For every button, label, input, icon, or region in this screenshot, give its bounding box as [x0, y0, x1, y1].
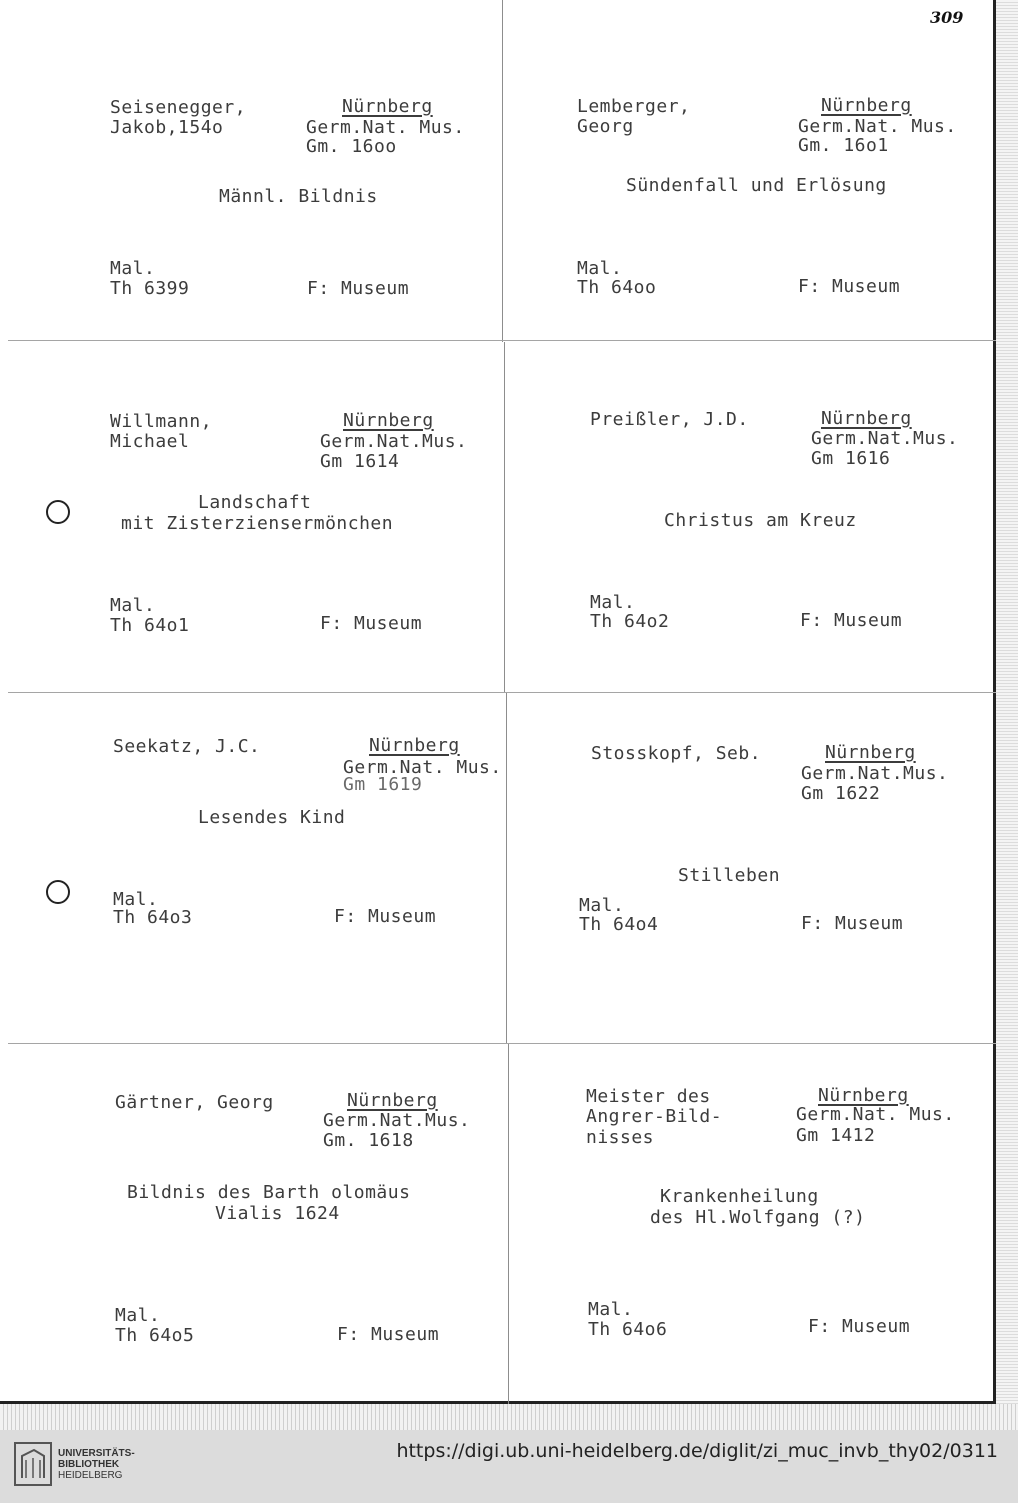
source-url-link[interactable]: https://digi.ub.uni-heidelberg.de/diglit/zi_muc_invb_thy02/0311 [396, 1440, 998, 1462]
card-title: Christus am Kreuz [664, 510, 857, 531]
punch-hole [46, 500, 70, 524]
card-category: Mal. [579, 895, 625, 916]
card-category: Mal. [110, 595, 156, 616]
card-number: Th 64o6 [588, 1319, 668, 1340]
card-inventory: Gm 1619 [343, 774, 423, 795]
card-number: Th 64oo [577, 277, 657, 298]
card-photo-source: F: Museum [307, 278, 410, 299]
card-inventory: Gm 1412 [796, 1125, 876, 1146]
card-location: Nürnberg [821, 95, 912, 116]
card-category: Mal. [577, 258, 623, 279]
card-museum: Germ.Nat.Mus. [811, 428, 959, 449]
card-number: Th 64o3 [113, 907, 193, 928]
card-museum: Germ.Nat.Mus. [323, 1110, 471, 1131]
card-museum: Germ.Nat. Mus. [798, 116, 957, 137]
card-author-line: Michael [110, 431, 190, 452]
column-divider [508, 1044, 509, 1404]
scan-edge-right [996, 0, 1018, 1430]
card-number: Th 6399 [110, 278, 190, 299]
card-location: Nürnberg [343, 410, 434, 431]
punch-hole [46, 880, 70, 904]
card-title: Bildnis des Barth olomäus [127, 1182, 411, 1203]
card-photo-source: F: Museum [801, 913, 904, 934]
card-title: Landschaft [198, 492, 312, 513]
row-divider [8, 1043, 996, 1044]
card-inventory: Gm 1614 [320, 451, 400, 472]
card-category: Mal. [590, 592, 636, 613]
column-divider [502, 0, 503, 342]
card-number: Th 64o5 [115, 1325, 195, 1346]
card-author-line: Angrer-Bild- [586, 1106, 723, 1127]
card-museum: Germ.Nat. Mus. [306, 117, 465, 138]
library-name [58, 1448, 135, 1481]
card-location: Nürnberg [347, 1090, 438, 1111]
card-author-line: Meister des [586, 1086, 711, 1107]
library-name-line: UNIVERSITÄTS- [58, 1448, 135, 1459]
footer-bar [0, 1430, 1018, 1503]
card-inventory: Gm 1622 [801, 783, 881, 804]
card-number: Th 64o1 [110, 615, 190, 636]
card-title: Stilleben [678, 865, 781, 886]
library-logo-icon [14, 1442, 52, 1486]
card-location: Nürnberg [369, 735, 460, 756]
card-author-line: Lemberger, [577, 96, 691, 117]
card-inventory: Gm. 16oo [306, 136, 397, 157]
column-divider [504, 342, 505, 692]
card-author-line: Stosskopf, Seb. [591, 743, 762, 764]
card-title: Vialis 1624 [215, 1203, 340, 1224]
card-author-line: Seekatz, J.C. [113, 736, 261, 757]
card-author-line: Gärtner, Georg [115, 1092, 274, 1113]
card-title: mit Zisterziensermönchen [121, 513, 394, 534]
card-title: Männl. Bildnis [219, 186, 378, 207]
card-photo-source: F: Museum [798, 276, 901, 297]
card-museum: Germ.Nat. Mus. [343, 757, 502, 778]
card-inventory: Gm. 1618 [323, 1130, 414, 1151]
card-author-line: Preißler, J.D. [590, 409, 749, 430]
card-title: Sündenfall und Erlösung [626, 175, 887, 196]
card-location: Nürnberg [342, 96, 433, 117]
card-category: Mal. [113, 889, 159, 910]
library-name-line: HEIDELBERG [58, 1470, 123, 1481]
card-author-line: Georg [577, 116, 634, 137]
card-category: Mal. [588, 1299, 634, 1320]
card-number: Th 64o2 [590, 611, 670, 632]
card-photo-source: F: Museum [334, 906, 437, 927]
card-category: Mal. [110, 258, 156, 279]
card-author-line: nisses [586, 1127, 655, 1148]
card-location: Nürnberg [821, 408, 912, 429]
row-divider [8, 692, 996, 693]
card-photo-source: F: Museum [320, 613, 423, 634]
library-name-line: BIBLIOTHEK [58, 1459, 120, 1470]
card-location: Nürnberg [825, 742, 916, 763]
card-number: Th 64o4 [579, 914, 659, 935]
card-author-line: Jakob,154o [110, 117, 224, 138]
card-title: Krankenheilung [660, 1186, 819, 1207]
card-inventory: Gm. 16o1 [798, 135, 889, 156]
card-title: Lesendes Kind [198, 807, 346, 828]
card-photo-source: F: Museum [800, 610, 903, 631]
card-author-line: Willmann, [110, 411, 213, 432]
card-museum: Germ.Nat.Mus. [320, 431, 468, 452]
page-number: 309 [930, 8, 964, 27]
column-divider [506, 692, 507, 1044]
scan-edge-bottom [0, 1404, 1018, 1430]
card-museum: Germ.Nat. Mus. [796, 1104, 955, 1125]
card-museum: Germ.Nat.Mus. [801, 763, 949, 784]
card-category: Mal. [115, 1305, 161, 1326]
card-photo-source: F: Museum [808, 1316, 911, 1337]
card-author-line: Seisenegger, [110, 97, 247, 118]
card-photo-source: F: Museum [337, 1324, 440, 1345]
card-location: Nürnberg [818, 1085, 909, 1106]
card-inventory: Gm 1616 [811, 448, 891, 469]
card-title: des Hl.Wolfgang (?) [650, 1207, 866, 1228]
row-divider [8, 340, 996, 341]
